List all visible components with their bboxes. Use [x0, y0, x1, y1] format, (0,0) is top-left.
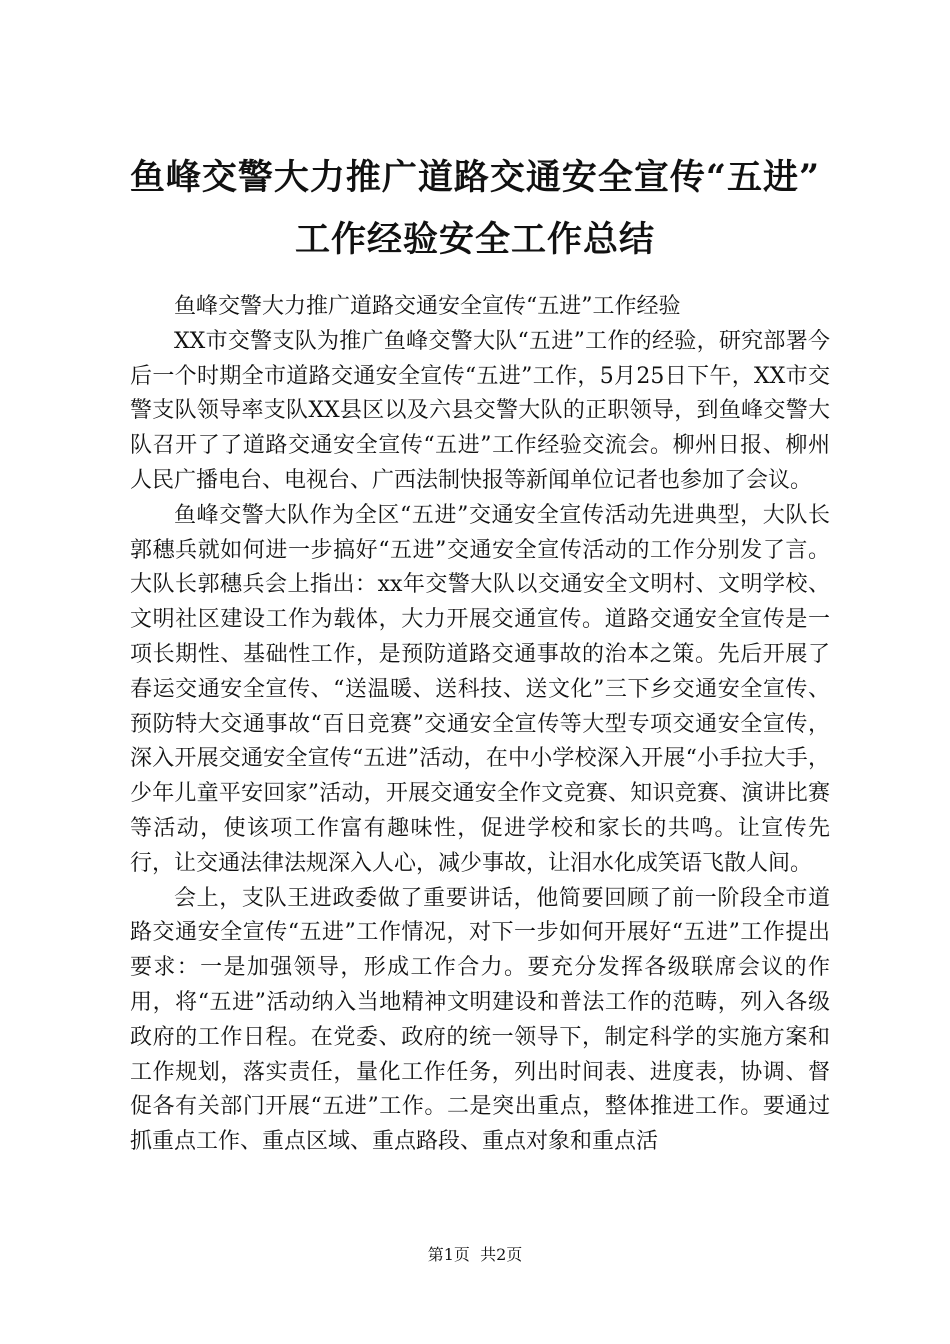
- body-paragraph: 会上，支队王进政委做了重要讲话，他简要回顾了前一阶段全市道路交通安全宣传“五进”工作情况，对下一步如何开展好“五进”工作提出要求：一是加强领导，形成工作合力。要充分发挥各级联席会议的作用，将“五进”活动纳入当地精神文明建设和普法工作的范畴，列入各级政府的工作日程。在党委、政府的统一领导下，制定科学的实施方案和工作规划，落实责任，量化工作任务，列出时间表、进度表，协调、督促各有关部门开展“五进”工作。二是突出重点，整体推进工作。要通过抓重点工作、重点区域、重点路段、重点对象和重点活: [130, 885, 830, 1155]
- page-footer: [0, 1245, 950, 1265]
- document-title-line-1: 鱼峰交警大力推广道路交通安全宣传“五进”: [129, 157, 821, 198]
- body-paragraph-subtitle: 鱼峰交警大力推广道路交通安全宣传“五进”工作经验: [174, 294, 681, 319]
- page-number: 第1页: [427, 1245, 470, 1264]
- body-paragraph: XX市交警支队为推广鱼峰交警大队“五进”工作的经验，研究部署今后一个时期全市道路交通安全宣传“五进”工作，5月25日下午，XX市交警支队领导率支队XX县区以及六县交警大队的正职领导，到鱼峰交警大队召开了了道路交通安全宣传“五进”工作经验交流会。柳州日报、柳州人民广播电台、电视台、广西法制快报等新闻单位记者也参加了会议。: [130, 328, 830, 493]
- document-title-line-2: 工作经验安全工作总结: [294, 219, 655, 260]
- document-body: [130, 290, 830, 1160]
- body-paragraph: 鱼峰交警大队作为全区“五进”交通安全宣传活动先进典型，大队长郭穗兵就如何进一步搞好“五进”交通安全宣传活动的工作分别发了言。大队长郭穗兵会上指出：xx年交警大队以交通安全文明村、文明学校、文明社区建设工作为载体，大力开展交通宣传。道路交通安全宣传是一项长期性、基础性工作，是预防道路交通事故的治本之策。先后开展了春运交通安全宣传、“送温暖、送科技、送文化”三下乡交通安全宣传、预防特大交通事故“百日竞赛”交通安全宣传等大型专项交通安全宣传，深入开展交通安全宣传“五进”活动，在中小学校深入开展“小手拉大手，少年儿童平安回家”活动，开展交通安全作文竞赛、知识竞赛、演讲比赛等活动，使该项工作富有趣味性，促进学校和家长的共鸣。让宣传先行，让交通法律法规深入人心，减少事故，让泪水化成笑语飞散人间。: [130, 502, 830, 876]
- page-total: 共2页: [480, 1245, 523, 1264]
